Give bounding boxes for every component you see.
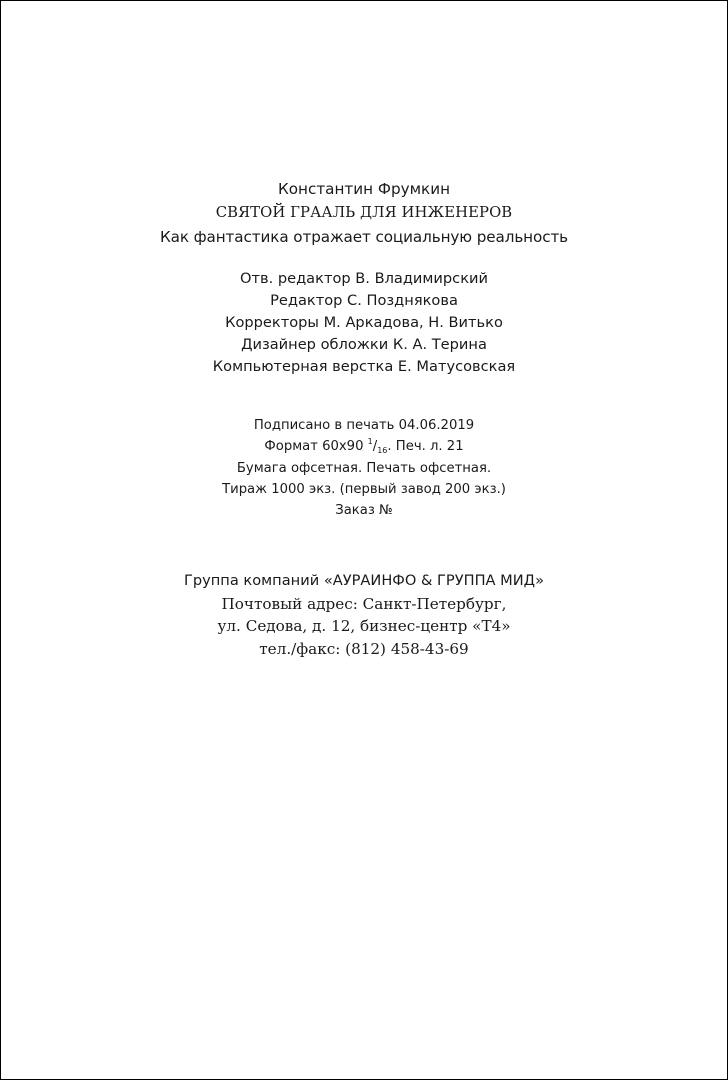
credit-line: Отв. редактор В. Владимирский (239, 270, 488, 287)
order-number: Заказ № (335, 503, 393, 518)
book-subtitle: Как фантастика отражает социальную реальность (159, 228, 569, 246)
publisher-address-line1: Почтовый адрес: Санкт-Петербург, (221, 594, 507, 613)
print-run: Тираж 1000 экз. (первый завод 200 экз.) (222, 482, 506, 497)
credit-line: Дизайнер обложки К. А. Терина (241, 336, 487, 353)
format-fraction (367, 437, 388, 455)
publisher-block (1, 570, 727, 660)
format-suffix: . Печ. л. 21 (387, 439, 464, 454)
format-line (1, 436, 727, 458)
author-name: Константин Фрумкин (277, 180, 451, 198)
credit-line: Компьютерная верстка Е. Матусовская (212, 358, 516, 375)
credits-block (1, 268, 727, 378)
credit-line: Редактор С. Позднякова (270, 292, 458, 309)
paper-info: Бумага офсетная. Печать офсетная. (236, 461, 492, 476)
publisher-phone: тел./факс: (812) 458-43-69 (259, 639, 469, 658)
print-info-block (1, 415, 727, 521)
publisher-address-line2: ул. Седова, д. 12, бизнес-центр «Т4» (217, 617, 511, 635)
credit-line: Корректоры М. Аркадова, Н. Витько (225, 314, 503, 331)
format-prefix: Формат 60х90 (264, 439, 368, 454)
format-slash: / (372, 439, 378, 454)
publisher-name: Группа компаний «АУРАИНФО & ГРУППА МИД» (183, 572, 545, 589)
format-numerator: 1 (367, 437, 373, 446)
format-denominator: 16 (377, 446, 388, 455)
signed-to-print: Подписано в печать 04.06.2019 (253, 418, 475, 433)
book-title: СВЯТОЙ ГРААЛЬ ДЛЯ ИНЖЕНЕРОВ (215, 204, 513, 221)
title-block (1, 177, 727, 249)
